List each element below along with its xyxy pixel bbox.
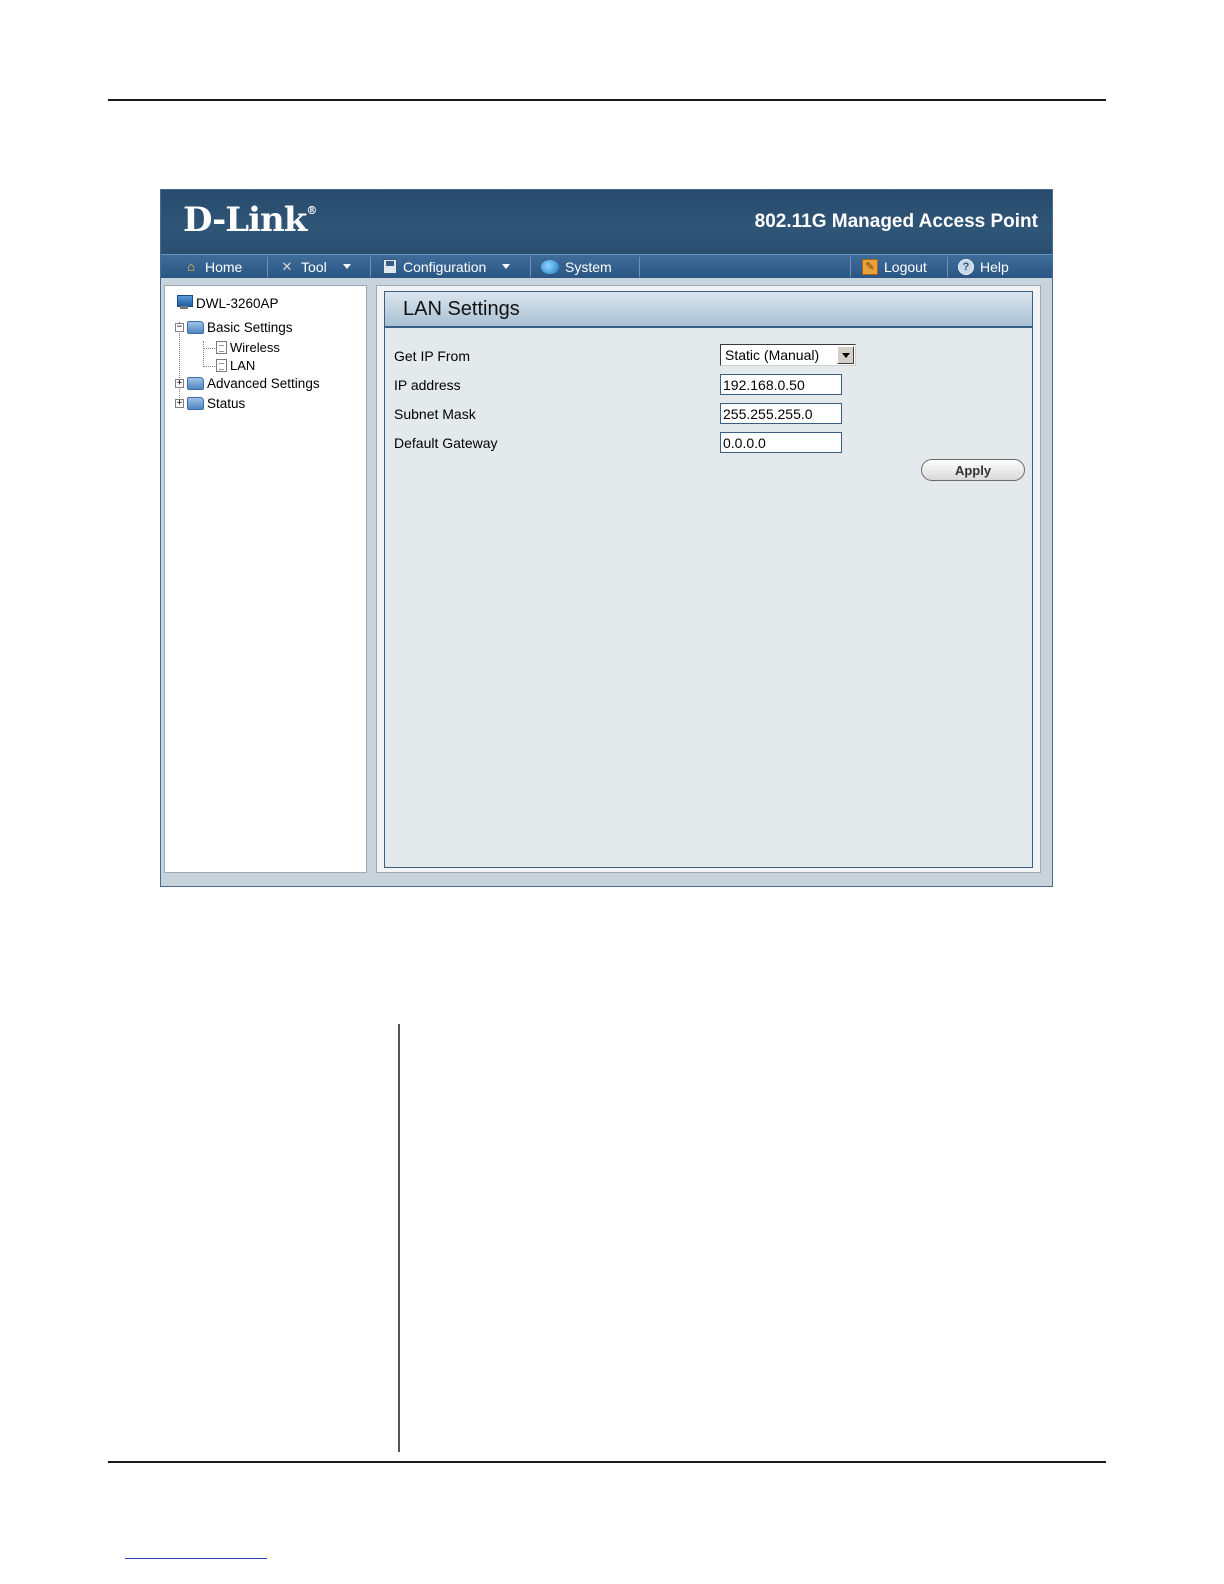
default-gateway-label: Default Gateway	[394, 435, 498, 451]
ip-address-input[interactable]	[720, 374, 842, 395]
folder-icon	[187, 397, 204, 410]
subnet-mask-input[interactable]	[720, 403, 842, 424]
chevron-down-icon	[502, 264, 510, 269]
tree-item-advanced-settings[interactable]	[175, 376, 320, 391]
globe-icon	[541, 260, 559, 274]
page-top-rule	[108, 99, 1106, 101]
dlink-logo: D-Link®	[183, 200, 317, 240]
get-ip-from-value: Static (Manual)	[725, 347, 820, 363]
expand-icon[interactable]: +	[176, 398, 183, 408]
get-ip-from-select[interactable]	[720, 344, 856, 366]
page-title: LAN Settings	[403, 298, 520, 320]
key-icon: ✎	[862, 259, 878, 275]
nav-system[interactable]	[541, 255, 612, 278]
get-ip-from-label: Get IP From	[394, 348, 470, 364]
tree-item-label: Basic Settings	[207, 320, 293, 335]
ap-web-ui-screenshot	[160, 189, 1053, 887]
collapse-icon[interactable]: −	[176, 322, 183, 332]
header-banner	[161, 190, 1052, 254]
tree-item-device-root[interactable]	[175, 294, 279, 312]
page-icon	[216, 359, 227, 372]
floppy-disk-icon	[383, 259, 397, 274]
tree-item-label: Wireless	[230, 340, 280, 355]
access-point-icon	[175, 294, 193, 312]
nav-logout[interactable]	[862, 255, 927, 278]
tree-item-label: Advanced Settings	[207, 376, 320, 391]
tree-connector	[203, 348, 215, 349]
tree-item-status[interactable]	[175, 396, 245, 411]
content-area	[376, 285, 1041, 873]
home-icon: ⌂	[187, 258, 195, 274]
nav-help-label: Help	[980, 258, 1009, 275]
page-icon	[216, 341, 227, 354]
navigation-tree	[164, 285, 367, 873]
tree-item-wireless[interactable]	[216, 340, 280, 355]
nav-home[interactable]	[183, 255, 242, 278]
nav-tool-label: Tool	[301, 258, 327, 275]
nav-separator	[639, 257, 640, 277]
nav-system-label: System	[565, 258, 612, 275]
ip-address-label: IP address	[394, 377, 461, 393]
tool-icon: ✕	[281, 258, 293, 274]
nav-configuration-menu[interactable]	[383, 255, 510, 278]
tree-item-label: LAN	[230, 358, 256, 373]
folder-icon	[187, 321, 204, 334]
expand-icon[interactable]: +	[176, 378, 183, 388]
nav-separator	[370, 257, 371, 277]
tree-connector	[203, 341, 204, 367]
nav-logout-label: Logout	[884, 258, 927, 275]
folder-icon	[187, 377, 204, 390]
default-gateway-input[interactable]	[720, 432, 842, 453]
page-column-divider	[398, 1024, 400, 1452]
nav-help[interactable]	[958, 255, 1009, 278]
question-icon: ?	[958, 259, 974, 275]
lan-settings-panel	[384, 291, 1033, 868]
nav-configuration-label: Configuration	[403, 258, 487, 275]
tree-connector	[203, 366, 215, 367]
tree-item-lan[interactable]	[216, 358, 255, 373]
tree-item-label: Status	[207, 396, 246, 411]
top-nav-bar	[161, 254, 1052, 278]
tree-item-basic-settings[interactable]	[175, 320, 293, 335]
nav-home-label: Home	[205, 258, 243, 275]
nav-separator	[947, 257, 948, 277]
page-bottom-rule	[108, 1461, 1106, 1463]
chevron-down-icon	[343, 264, 351, 269]
nav-separator	[850, 257, 851, 277]
nav-tool-menu[interactable]	[279, 255, 351, 278]
tree-item-label: DWL-3260AP	[196, 295, 279, 311]
section-header	[385, 292, 1032, 328]
footer-link-underline	[125, 1558, 267, 1559]
subnet-mask-label: Subnet Mask	[394, 406, 476, 422]
nav-separator	[267, 257, 268, 277]
product-title: 802.11G Managed Access Point	[754, 211, 1038, 232]
apply-button[interactable]: Apply	[921, 459, 1025, 481]
nav-separator	[530, 257, 531, 277]
chevron-down-icon[interactable]	[837, 346, 854, 364]
